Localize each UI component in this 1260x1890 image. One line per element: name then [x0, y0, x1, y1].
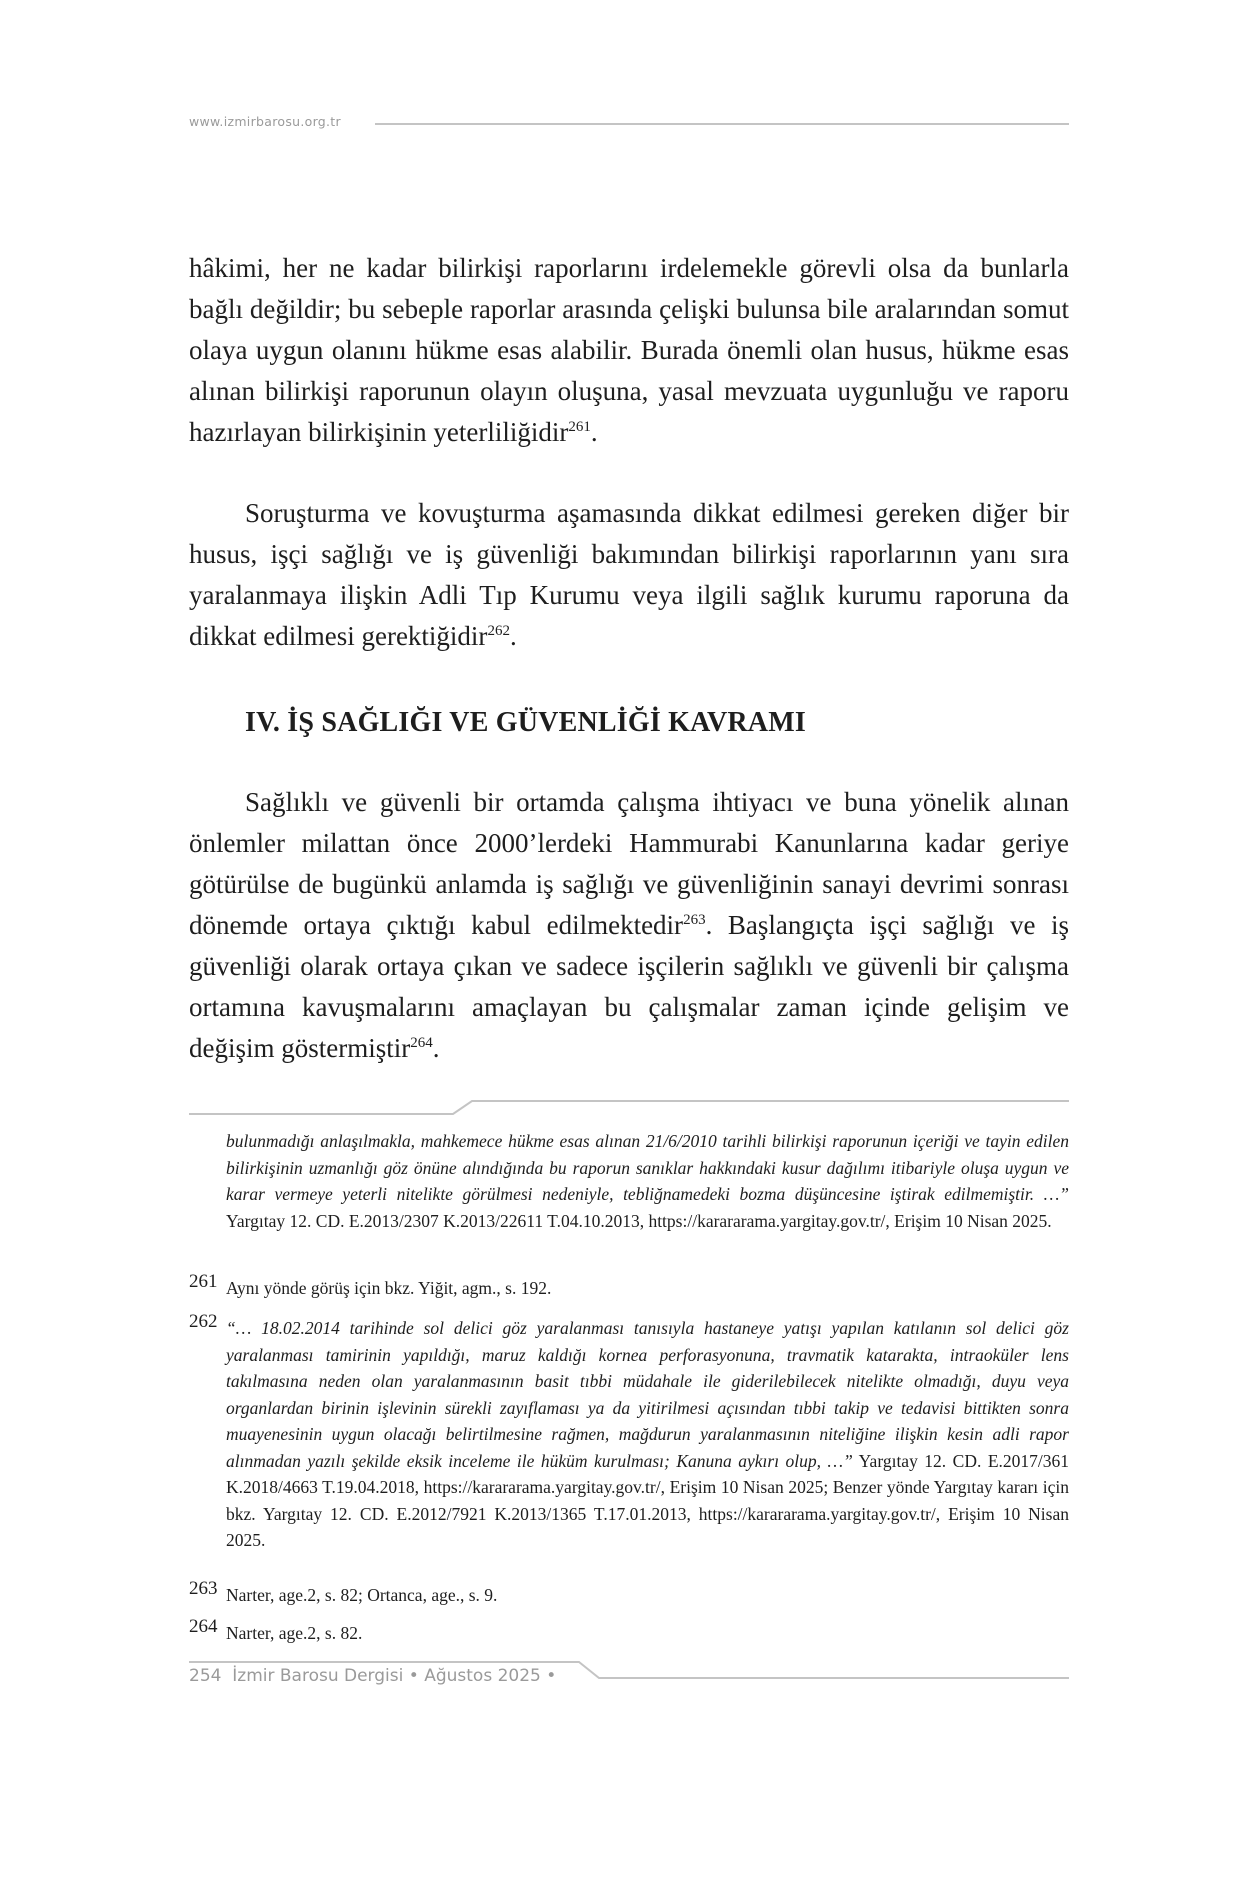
footnote-citation: Yargıtay 12. CD. E.2013/2307 K.2013/22611 T.04.10.2013, https://karararama.yargitay.gov.tr/, Erişim 10 Nisan 2025.	[226, 1210, 1052, 1231]
paragraph-text-b: . Başlangıçta işçi sağlığı ve iş güvenliği olarak ortaya çıkan ve sadece işçilerin sağlıklı ve güvenli bir çalışma ortamına kavuşmalarını amaçlayan bu çalışmalar zaman içinde gelişim ve değişim göstermiştir	[189, 910, 1069, 1063]
bullet-separator: •	[408, 1666, 419, 1686]
footnote-number: 262	[189, 1311, 218, 1332]
header-url: www.izmirbarosu.org.tr	[189, 114, 341, 129]
footnote-quote: bulunmadığı anlaşılmakla, mahkemece hükme esas alınan 21/6/2010 tarihli bilirkişi raporunun içeriği ve tayin edilen bilirkişinin uzmanlığı göz önüne alındığında bu raporun sanıklar hakkındaki kusur dağılımı itibariyle oluşa uygun ve karar vermeye yeterli nitelikte görülmesi nedeniyle, tebliğnamedeki bozma düşüncesine iştirak edilmemiştir. …”	[226, 1131, 1069, 1204]
body-paragraph-1	[189, 248, 1069, 453]
footnote-number: 261	[189, 1271, 218, 1292]
footnote-divider	[189, 1097, 1069, 1117]
footnote-ref-262[interactable]: 262	[487, 623, 510, 639]
body-paragraph-2	[189, 493, 1069, 657]
footer-text	[189, 1665, 556, 1687]
page-footer	[189, 1650, 1069, 1690]
footnote-number: 264	[189, 1616, 218, 1637]
footnote-ref-261[interactable]: 261	[568, 419, 591, 435]
paragraph-end: .	[590, 417, 598, 447]
page-header	[189, 114, 1069, 134]
footnote-quote: “… 18.02.2014 tarihinde sol delici göz yaralanması tanısıyla hastaneye yatışı yapılan katılanın sol delici göz yaralanması tamirinin yapıldığı, maruz kaldığı kornea perforasyonuna, travmatik katarakta, intraoküler lens takılmasına neden olan yaralanmasının basit tıbbi müdahale ile giderilebilecek nitelikte olmadığı, duyu veya organlardan birinin işlevinin sürekli zayıflaması ya da yitirilmesi açısından tıbbi takip ve tedavisi bittikten sonra muayenesinin uygun olacağı belirtilmesine rağmen, mağdurun yaralanmasının niteliğine ilişkin kesin adli rapor alınmadan yazılı şekilde eksik inceleme ile hüküm kurulması; Kanuna aykırı olup, …”	[226, 1318, 1069, 1471]
footnote-citation: Yargıtay 12. CD. E.2017/361 K.2018/4663 T.19.04.2018, https://karararama.yargitay.gov.tr/, Erişim 10 Nisan 2025; Benzer yönde Yargıtay kararı için bkz. Yargıtay 12. CD. E.2012/7921 K.2013/1365 T.17.01.2013, https://karararama.yargitay.gov.tr/, Erişim 10 Nisan 2025.	[226, 1450, 1070, 1550]
body-paragraph-3	[189, 782, 1069, 1069]
footnote-ref-263[interactable]: 263	[683, 912, 706, 928]
footnote-ref-264[interactable]: 264	[410, 1035, 433, 1051]
paragraph-end: .	[509, 621, 517, 651]
paragraph-end: .	[432, 1033, 440, 1063]
bullet-trailing: •	[546, 1666, 557, 1686]
header-rule	[375, 123, 1069, 125]
paragraph-text: Soruşturma ve kovuşturma aşamasında dikkat edilmesi gereken diğer bir husus, işçi sağlığı ve iş güvenliği bakımından bilirkişi raporlarının yanı sıra yaralanmaya ilişkin Adli Tıp Kurumu veya ilgili sağlık kurumu raporuna da dikkat edilmesi gerektiğidir	[189, 498, 1069, 651]
footnote-number: 263	[189, 1578, 218, 1599]
footnote-citation: Narter, age.2, s. 82; Ortanca, age., s. 9.	[226, 1585, 498, 1605]
issue-date: Ağustos 2025	[424, 1666, 541, 1686]
footnote-citation: Narter, age.2, s. 82.	[226, 1623, 363, 1643]
page-number: 254	[189, 1666, 222, 1686]
paragraph-text-a: Sağlıklı ve güvenli bir ortamda çalışma ihtiyacı ve buna yönelik alınan önlemler milattan önce 2000’lerdeki Hammurabi Kanunlarına kadar geriye götürülse de bugünkü anlamda iş sağlığı ve güvenliğinin sanayi devrimi sonrası dönemde ortaya çıktığı kabul edilmektedir	[189, 787, 1069, 940]
paragraph-text: hâkimi, her ne kadar bilirkişi raporlarını irdelemekle görevli olsa da bunlarla bağlı değildir; bu sebeple raporlar arasında çelişki bulunsa bile aralarından somut olaya uygun olanını hükme esas alabilir. Burada önemli olan husus, hükme esas alınan bilirkişi raporunun olayın oluşuna, yasal mevzuata uygunluğu ve raporu hazırlayan bilirkişinin yeterliliğidir	[189, 253, 1069, 447]
footnote-citation: Aynı yönde görüş için bkz. Yiğit, agm., s. 192.	[226, 1278, 552, 1298]
footnote-continuation	[226, 1128, 1069, 1234]
journal-name: İzmir Barosu Dergisi	[232, 1666, 404, 1686]
section-heading: IV. İŞ SAĞLIĞI VE GÜVENLİĞİ KAVRAMI	[245, 707, 806, 738]
